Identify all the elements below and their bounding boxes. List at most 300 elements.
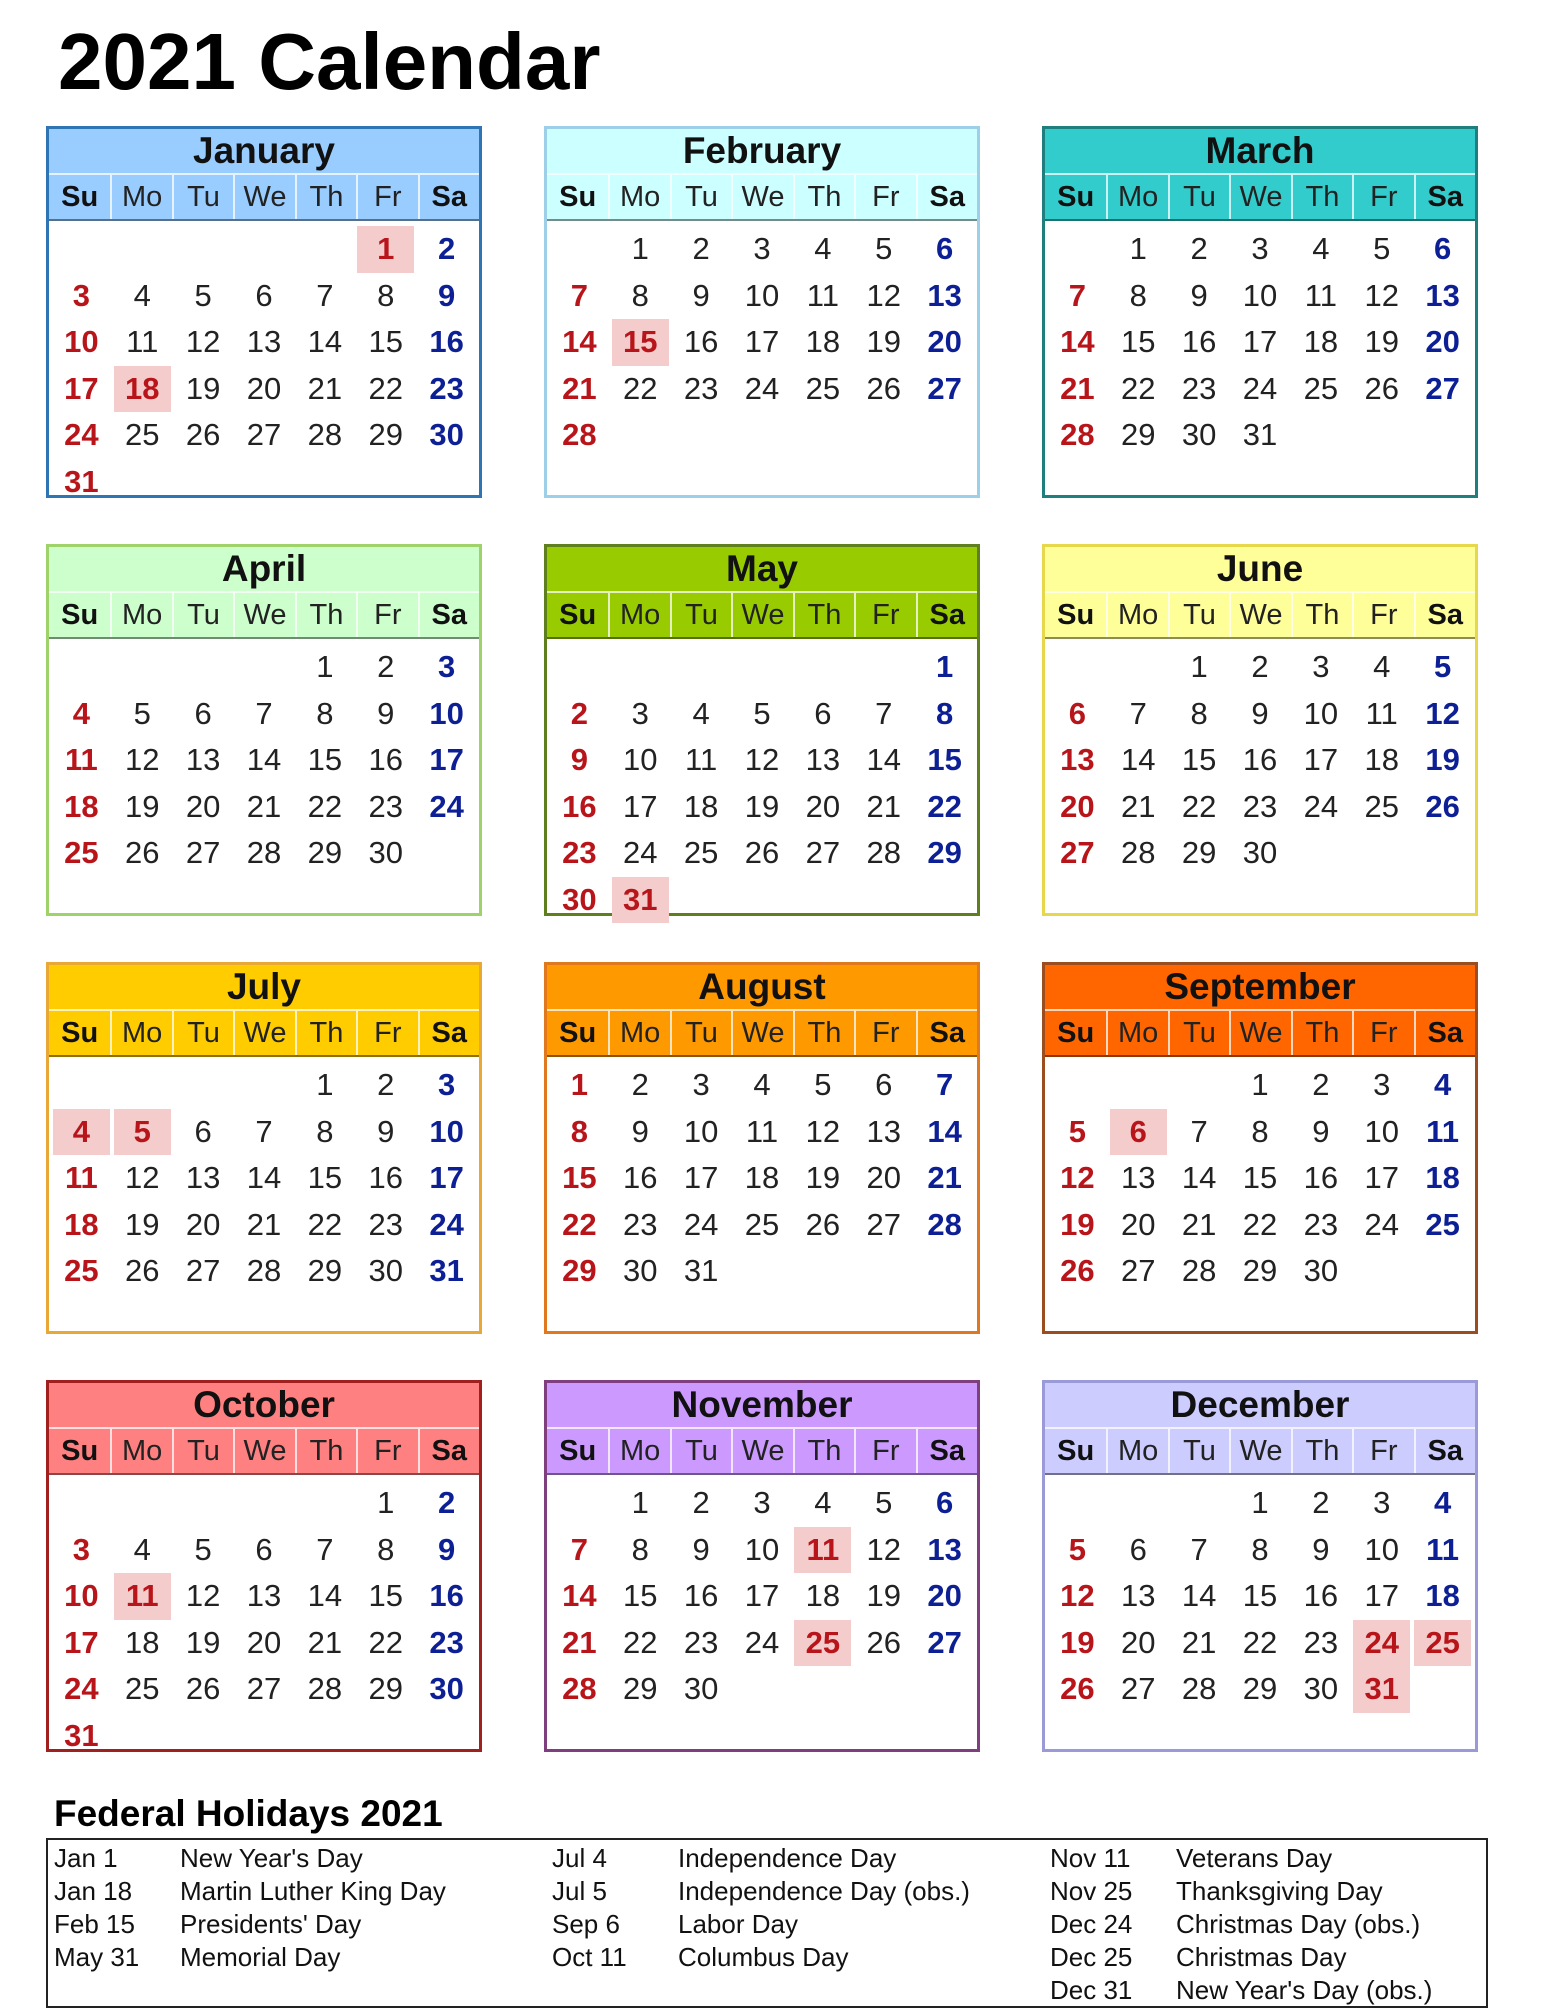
empty-cell: [175, 1062, 232, 1109]
weekday-label: Fr: [356, 175, 417, 219]
weekday-label: Fr: [1352, 1429, 1413, 1473]
date-cell: 30: [429, 417, 464, 452]
date-cell: 25: [683, 835, 719, 870]
weekday-label: Mo: [110, 593, 171, 637]
date-cell: 30: [562, 881, 597, 917]
date-cell: 18: [683, 788, 719, 824]
date-cell: 2: [437, 231, 456, 266]
date-cell: 10: [429, 695, 464, 731]
month-august: [544, 962, 980, 1334]
date-cell: 13: [927, 1531, 962, 1567]
date-cell: 29: [1242, 1671, 1278, 1706]
date-cell: 17: [623, 788, 658, 824]
weekday-label: Tu: [1168, 593, 1229, 637]
weekday-label: Fr: [854, 1011, 915, 1055]
date-cell: 2: [1312, 1485, 1330, 1520]
date-cell: 24: [683, 1206, 719, 1242]
date-cell: 4: [1373, 649, 1391, 684]
date-cell: 21: [246, 1206, 282, 1242]
day-grid: [547, 1475, 977, 1713]
empty-cell: [1049, 226, 1106, 273]
date-cell: 28: [927, 1206, 962, 1242]
weekday-header-row: [1045, 1427, 1475, 1475]
date-cell: 28: [1060, 417, 1095, 452]
holiday-date-cell: 11: [114, 1573, 171, 1620]
holiday-date: May 31: [54, 1942, 140, 1972]
date-cell: 26: [1364, 370, 1399, 406]
weekday-label: Mo: [608, 1011, 669, 1055]
date-cell: 8: [935, 695, 954, 731]
date-cell: 16: [1303, 1160, 1339, 1195]
date-cell: 28: [1181, 1253, 1217, 1288]
date-cell: 12: [1364, 277, 1399, 313]
date-cell: 9: [437, 1531, 456, 1567]
date-cell: 27: [185, 835, 221, 870]
date-cell: 30: [368, 835, 403, 870]
date-cell: 26: [805, 1206, 841, 1242]
date-cell: 21: [866, 788, 901, 824]
month-september: [1042, 962, 1478, 1334]
date-cell: 29: [368, 1671, 403, 1706]
date-cell: 6: [875, 1067, 893, 1102]
date-cell: 4: [1433, 1485, 1452, 1520]
date-cell: 9: [631, 1113, 649, 1149]
date-cell: 1: [631, 231, 649, 266]
weekday-label: Tu: [172, 175, 233, 219]
date-cell: 11: [1426, 1113, 1459, 1149]
date-cell: 15: [623, 1578, 658, 1613]
date-cell: 8: [1129, 277, 1147, 313]
date-cell: 1: [1251, 1485, 1269, 1520]
date-cell: 14: [866, 742, 901, 777]
date-cell: 2: [692, 231, 710, 266]
holiday-row: [1044, 1941, 1524, 1974]
date-cell: 15: [1121, 324, 1156, 359]
weekday-label: Mo: [110, 1011, 171, 1055]
date-cell: 21: [562, 1624, 597, 1660]
weekday-label: Tu: [670, 175, 731, 219]
date-cell: 26: [125, 1253, 160, 1288]
day-grid: [1045, 221, 1475, 459]
holiday-name: Labor Day: [678, 1909, 798, 1939]
date-cell: 17: [1364, 1578, 1399, 1613]
date-cell: 9: [1190, 277, 1208, 313]
date-cell: 17: [1364, 1160, 1399, 1195]
weekday-header-row: [1045, 173, 1475, 221]
date-cell: 6: [1068, 695, 1087, 731]
date-cell: 2: [1190, 231, 1208, 266]
date-cell: 6: [814, 695, 832, 731]
date-cell: 24: [429, 1206, 464, 1242]
date-cell: 15: [562, 1160, 597, 1195]
date-cell: 12: [866, 1531, 901, 1567]
weekday-label: Tu: [172, 593, 233, 637]
holiday-date-cell: 4: [53, 1109, 110, 1156]
month-name: January: [49, 129, 479, 173]
date-cell: 16: [562, 788, 597, 824]
date-cell: 19: [866, 1578, 901, 1613]
holiday-row: [48, 1842, 528, 1875]
date-cell: 12: [125, 1160, 160, 1195]
weekday-label: Su: [61, 181, 99, 213]
date-cell: 29: [623, 1671, 658, 1706]
date-cell: 10: [64, 324, 99, 359]
date-cell: 1: [935, 649, 954, 684]
date-cell: 3: [437, 1067, 456, 1102]
date-cell: 2: [570, 695, 589, 731]
date-cell: 19: [185, 1624, 221, 1660]
date-cell: 7: [1068, 277, 1087, 313]
date-cell: 28: [246, 835, 282, 870]
date-cell: 4: [814, 231, 832, 266]
date-cell: 18: [805, 324, 841, 359]
day-grid: [547, 1057, 977, 1295]
day-grid: [547, 221, 977, 459]
date-cell: 10: [1364, 1113, 1399, 1149]
weekday-label: Sa: [916, 1011, 977, 1055]
date-cell: 14: [1121, 742, 1156, 777]
weekday-label: Su: [61, 1435, 99, 1467]
weekday-header-row: [49, 591, 479, 639]
date-cell: 20: [185, 788, 221, 824]
date-cell: 17: [64, 370, 99, 406]
weekday-label: Mo: [608, 1429, 669, 1473]
date-cell: 9: [377, 695, 395, 731]
date-cell: 27: [805, 835, 841, 870]
date-cell: 12: [1060, 1160, 1095, 1195]
weekday-label: Su: [61, 599, 99, 631]
date-cell: 31: [683, 1253, 719, 1288]
weekday-header-row: [49, 1009, 479, 1057]
date-cell: 23: [623, 1206, 658, 1242]
date-cell: 1: [316, 649, 334, 684]
weekday-label: Sa: [1414, 593, 1475, 637]
date-cell: 1: [570, 1067, 589, 1102]
empty-cell: [175, 226, 232, 273]
empty-cell: [855, 644, 912, 691]
holiday-name: Veterans Day: [1176, 1843, 1333, 1873]
date-cell: 2: [631, 1067, 649, 1102]
weekday-header-row: [1045, 1009, 1475, 1057]
date-cell: 10: [623, 742, 658, 777]
holiday-date-cell: 11: [794, 1527, 851, 1574]
date-cell: 29: [307, 1253, 343, 1288]
date-cell: 3: [437, 649, 456, 684]
holiday-name: New Year's Day (obs.): [1176, 1975, 1433, 2005]
date-cell: 20: [866, 1160, 901, 1195]
weekday-label: Mo: [1106, 1429, 1167, 1473]
empty-cell: [794, 644, 851, 691]
date-cell: 16: [368, 1160, 403, 1195]
weekday-label: We: [233, 593, 294, 637]
date-cell: 22: [368, 370, 403, 406]
date-cell: 18: [1425, 1160, 1460, 1195]
month-name: March: [1045, 129, 1475, 173]
empty-cell: [236, 644, 293, 691]
empty-cell: [114, 1480, 171, 1527]
weekday-label: We: [233, 1429, 294, 1473]
date-cell: 18: [125, 1624, 160, 1660]
date-cell: 31: [64, 463, 99, 499]
date-cell: 24: [64, 417, 99, 452]
date-cell: 24: [1364, 1206, 1399, 1242]
date-cell: 1: [1190, 649, 1208, 684]
date-cell: 20: [927, 324, 962, 359]
weekday-label: Mo: [1106, 175, 1167, 219]
date-cell: 22: [307, 788, 343, 824]
holiday-date-cell: 18: [114, 366, 171, 413]
date-cell: 6: [935, 1485, 954, 1520]
date-cell: 1: [1129, 231, 1147, 266]
weekday-header-row: [49, 173, 479, 221]
empty-cell: [53, 226, 110, 273]
month-november: [544, 1380, 980, 1752]
date-cell: 24: [744, 1624, 780, 1660]
date-cell: 19: [125, 1206, 160, 1242]
date-cell: 27: [1425, 370, 1460, 406]
date-cell: 1: [631, 1485, 649, 1520]
weekday-label: Fr: [1352, 593, 1413, 637]
date-cell: 4: [753, 1067, 771, 1102]
date-cell: 22: [623, 370, 658, 406]
date-cell: 31: [64, 1717, 99, 1753]
weekday-label: We: [731, 593, 792, 637]
holiday-name: Presidents' Day: [180, 1909, 362, 1939]
date-cell: 11: [1365, 695, 1398, 731]
date-cell: 16: [1242, 742, 1278, 777]
date-cell: 14: [246, 1160, 282, 1195]
weekday-label: We: [1229, 593, 1290, 637]
date-cell: 11: [65, 1160, 98, 1195]
weekday-label: Su: [1057, 599, 1095, 631]
date-cell: 24: [744, 370, 780, 406]
holiday-row: [48, 1875, 528, 1908]
date-cell: 9: [570, 742, 589, 777]
holiday-date-cell: 31: [612, 877, 669, 924]
weekday-label: Th: [295, 175, 356, 219]
holiday-date: Nov 11: [1050, 1843, 1131, 1873]
date-cell: 22: [368, 1624, 403, 1660]
empty-cell: [1049, 644, 1106, 691]
date-cell: 13: [1121, 1578, 1156, 1613]
weekday-label: Su: [559, 1017, 597, 1049]
date-cell: 13: [246, 1578, 282, 1613]
empty-cell: [612, 644, 669, 691]
date-cell: 7: [1129, 695, 1147, 731]
empty-cell: [114, 644, 171, 691]
date-cell: 9: [377, 1113, 395, 1149]
date-cell: 14: [562, 324, 597, 359]
holiday-row: [546, 1842, 1026, 1875]
federal-holidays-table: [46, 1838, 1488, 2008]
date-cell: 7: [316, 277, 334, 313]
date-cell: 14: [307, 1578, 343, 1613]
date-cell: 25: [1364, 788, 1399, 824]
date-cell: 19: [866, 324, 901, 359]
holiday-name: Martin Luther King Day: [180, 1876, 446, 1906]
holiday-name: Christmas Day: [1176, 1942, 1347, 1972]
empty-cell: [175, 644, 232, 691]
weekday-label: Fr: [854, 593, 915, 637]
date-cell: 1: [316, 1067, 334, 1102]
date-cell: 26: [125, 835, 160, 870]
date-cell: 27: [1060, 835, 1095, 870]
date-cell: 27: [927, 1624, 962, 1660]
empty-cell: [734, 644, 791, 691]
holiday-date-cell: 6: [1110, 1109, 1167, 1156]
empty-cell: [1110, 644, 1167, 691]
date-cell: 26: [744, 835, 780, 870]
empty-cell: [236, 226, 293, 273]
date-cell: 22: [1121, 370, 1156, 406]
date-cell: 3: [753, 231, 771, 266]
date-cell: 18: [1303, 324, 1339, 359]
date-cell: 25: [125, 1671, 160, 1706]
date-cell: 20: [1425, 324, 1460, 359]
holiday-column: [1044, 1842, 1524, 2007]
weekday-label: We: [1229, 175, 1290, 219]
holiday-row: [1044, 1875, 1524, 1908]
date-cell: 8: [377, 277, 395, 313]
weekday-label: Tu: [1168, 1429, 1229, 1473]
weekday-label: We: [233, 175, 294, 219]
empty-cell: [673, 644, 730, 691]
date-cell: 4: [692, 695, 710, 731]
date-cell: 8: [570, 1113, 589, 1149]
holiday-row: [48, 1908, 528, 1941]
date-cell: 24: [1242, 370, 1278, 406]
date-cell: 28: [1121, 835, 1156, 870]
date-cell: 15: [368, 324, 403, 359]
date-cell: 18: [805, 1578, 841, 1613]
date-cell: 11: [126, 324, 159, 359]
empty-cell: [551, 226, 608, 273]
page-title: 2021 Calendar: [58, 17, 601, 106]
date-cell: 8: [377, 1531, 395, 1567]
date-cell: 5: [753, 695, 771, 731]
date-cell: 10: [64, 1578, 99, 1613]
date-cell: 30: [429, 1671, 464, 1706]
date-cell: 6: [1433, 231, 1452, 266]
date-cell: 22: [927, 788, 962, 824]
date-cell: 16: [429, 1578, 464, 1613]
month-october: [46, 1380, 482, 1752]
date-cell: 25: [805, 370, 841, 406]
date-cell: 15: [307, 742, 343, 777]
date-cell: 27: [1121, 1671, 1156, 1706]
date-cell: 20: [185, 1206, 221, 1242]
holiday-date-cell: 15: [612, 319, 669, 366]
date-cell: 26: [866, 1624, 901, 1660]
day-grid: [1045, 639, 1475, 877]
date-cell: 26: [1060, 1253, 1095, 1288]
date-cell: 16: [1303, 1578, 1339, 1613]
date-cell: 25: [64, 1253, 99, 1288]
date-cell: 18: [744, 1160, 780, 1195]
date-cell: 26: [1060, 1671, 1095, 1706]
date-cell: 18: [64, 788, 99, 824]
weekday-header-row: [1045, 591, 1475, 639]
date-cell: 25: [744, 1206, 780, 1242]
date-cell: 11: [1426, 1531, 1459, 1567]
date-cell: 20: [1060, 788, 1095, 824]
empty-cell: [551, 1480, 608, 1527]
date-cell: 21: [1121, 788, 1156, 824]
holiday-row: [1044, 1842, 1524, 1875]
weekday-label: Mo: [1106, 593, 1167, 637]
date-cell: 12: [744, 742, 780, 777]
date-cell: 30: [1303, 1253, 1339, 1288]
date-cell: 23: [368, 788, 403, 824]
date-cell: 4: [1433, 1067, 1452, 1102]
date-cell: 20: [1121, 1206, 1156, 1242]
date-cell: 14: [307, 324, 343, 359]
month-name: February: [547, 129, 977, 173]
date-cell: 13: [1425, 277, 1460, 313]
date-cell: 21: [307, 370, 343, 406]
weekday-label: Sa: [916, 175, 977, 219]
month-name: November: [547, 1383, 977, 1427]
date-cell: 11: [1304, 277, 1337, 313]
weekday-label: Th: [295, 593, 356, 637]
date-cell: 4: [133, 277, 151, 313]
empty-cell: [296, 1480, 353, 1527]
weekday-label: Fr: [356, 1429, 417, 1473]
weekday-label: Tu: [1168, 1011, 1229, 1055]
weekday-label: Sa: [1414, 1429, 1475, 1473]
empty-cell: [175, 1480, 232, 1527]
date-cell: 23: [1181, 370, 1217, 406]
date-cell: 5: [875, 1485, 893, 1520]
weekday-label: Th: [793, 593, 854, 637]
weekday-label: Su: [61, 1017, 99, 1049]
date-cell: 20: [805, 788, 841, 824]
date-cell: 12: [185, 324, 221, 359]
date-cell: 15: [1242, 1160, 1278, 1195]
date-cell: 1: [1251, 1067, 1269, 1102]
date-cell: 9: [1312, 1531, 1330, 1567]
holiday-column: [48, 1842, 528, 1974]
date-cell: 2: [437, 1485, 456, 1520]
holiday-name: Columbus Day: [678, 1942, 849, 1972]
date-cell: 11: [685, 742, 718, 777]
date-cell: 23: [683, 1624, 719, 1660]
weekday-label: Mo: [608, 593, 669, 637]
holiday-row: [546, 1941, 1026, 1974]
empty-cell: [114, 1062, 171, 1109]
date-cell: 23: [429, 370, 464, 406]
date-cell: 4: [1312, 231, 1330, 266]
day-grid: [49, 639, 479, 877]
date-cell: 14: [1181, 1160, 1217, 1195]
date-cell: 23: [1303, 1206, 1339, 1242]
month-name: May: [547, 547, 977, 591]
empty-cell: [53, 1480, 110, 1527]
month-name: December: [1045, 1383, 1475, 1427]
date-cell: 2: [692, 1485, 710, 1520]
date-cell: 23: [368, 1206, 403, 1242]
weekday-label: Fr: [854, 1429, 915, 1473]
date-cell: 7: [570, 1531, 589, 1567]
date-cell: 23: [562, 835, 597, 870]
date-cell: 12: [125, 742, 160, 777]
date-cell: 5: [875, 231, 893, 266]
empty-cell: [236, 1062, 293, 1109]
weekday-label: Mo: [608, 175, 669, 219]
month-may: [544, 544, 980, 916]
date-cell: 2: [1251, 649, 1269, 684]
date-cell: 20: [927, 1578, 962, 1613]
